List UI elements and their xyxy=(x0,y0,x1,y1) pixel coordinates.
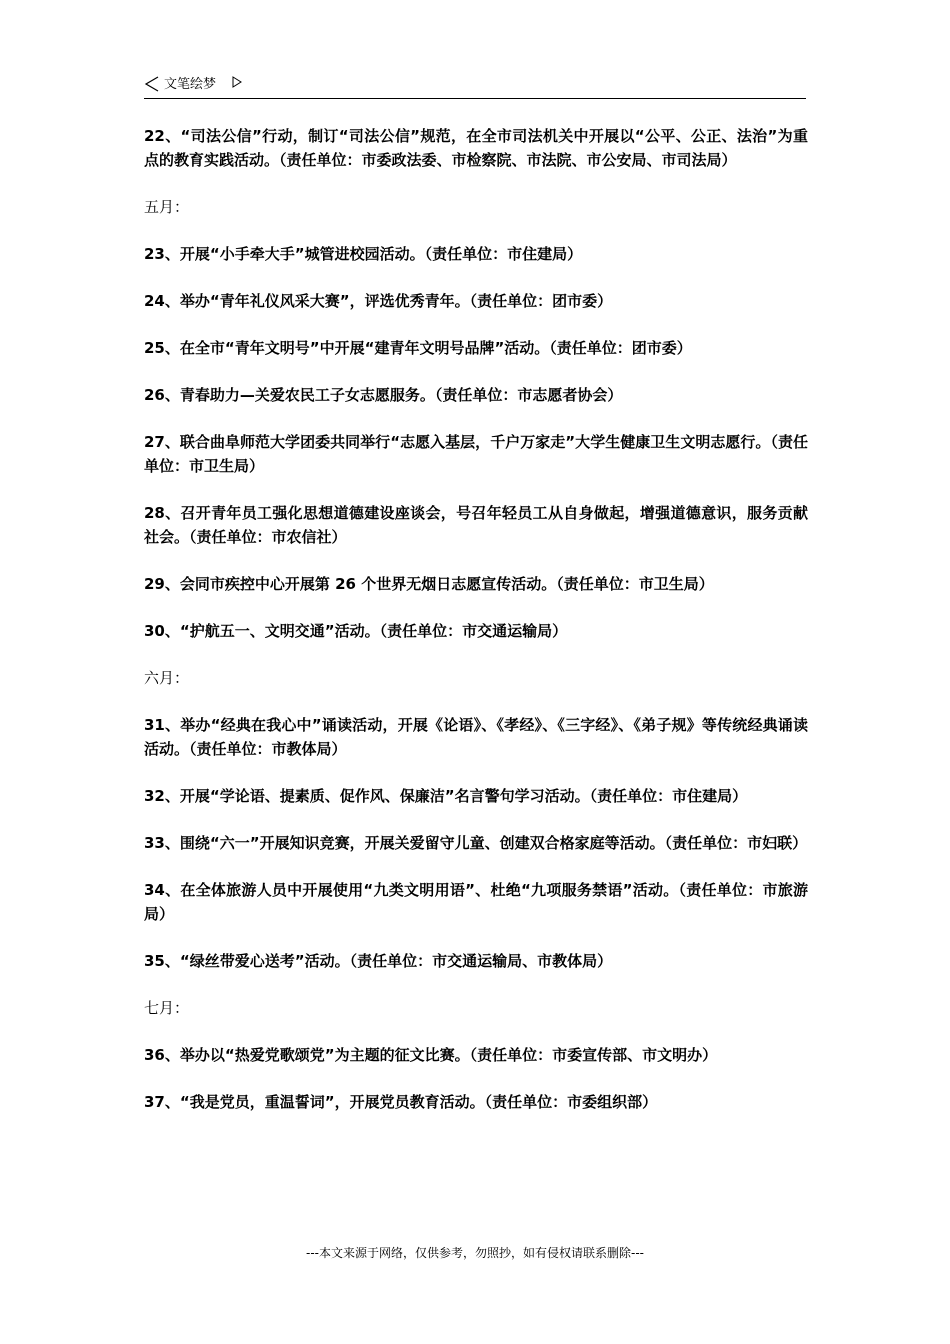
list-item: 25、在全市“青年文明号”中开展“建青年文明号品牌”活动。（责任单位：团市委） xyxy=(144,339,692,357)
list-item: 29、会同市疾控中心开展第 26 个世界无烟日志愿宣传活动。（责任单位：市卫生局） xyxy=(144,575,714,593)
month-heading: 五月： xyxy=(144,198,190,216)
list-item: 33、围绕“六一”开展知识竞赛，开展关爱留守儿童、创建双合格家庭等活动。（责任单位：市妇联） xyxy=(144,834,808,852)
triangle-left-outline-icon xyxy=(144,76,160,92)
document-body xyxy=(144,124,808,1137)
triangle-right-outline-icon xyxy=(232,76,242,88)
month-heading: 七月： xyxy=(144,999,190,1017)
list-item: 23、开展“小手牵大手”城管进校园活动。（责任单位：市住建局） xyxy=(144,245,583,263)
footer-disclaimer: ---本文来源于网络，仅供参考，勿照抄，如有侵权请联系删除--- xyxy=(306,1246,644,1260)
list-item: 27、联合曲阜师范大学团委共同举行“志愿入基层，千户万家走”大学生健康卫生文明志愿行。（责任单位：市卫生局） xyxy=(144,433,808,475)
list-item: 36、举办以“热爱党歌颂党”为主题的征文比赛。（责任单位：市委宣传部、市文明办） xyxy=(144,1046,718,1064)
list-item: 28、召开青年员工强化思想道德建设座谈会，号召年轻员工从自身做起，增强道德意识，服务贡献社会。（责任单位：市农信社） xyxy=(144,504,808,546)
list-item: 34、在全体旅游人员中开展使用“九类文明用语”、杜绝“九项服务禁语”活动。（责任单位：市旅游局） xyxy=(144,881,808,923)
header-title: 文笔绘梦 xyxy=(164,77,217,92)
list-item: 32、开展“学论语、提素质、促作风、保廉洁”名言警句学习活动。（责任单位：市住建局） xyxy=(144,787,748,805)
month-heading: 六月： xyxy=(144,669,190,687)
list-item: 26、青春助力—关爱农民工子女志愿服务。（责任单位：市志愿者协会） xyxy=(144,386,623,404)
list-item: 30、“护航五一、文明交通”活动。（责任单位：市交通运输局） xyxy=(144,622,568,640)
list-item: 22、“司法公信”行动，制订“司法公信”规范，在全市司法机关中开展以“公平、公正、法治”为重点的教育实践活动。（责任单位：市委政法委、市检察院、市法院、市公安局、市司法局） xyxy=(144,127,808,169)
list-item: 37、“我是党员，重温誓词”，开展党员教育活动。（责任单位：市委组织部） xyxy=(144,1093,658,1111)
list-item: 35、“绿丝带爱心送考”活动。（责任单位：市交通运输局、市教体局） xyxy=(144,952,613,970)
list-item: 24、举办“青年礼仪风采大赛”，评选优秀青年。（责任单位：团市委） xyxy=(144,292,613,310)
page-header xyxy=(144,74,806,99)
list-item: 31、举办“经典在我心中”诵读活动，开展《论语》、《孝经》、《三字经》、《弟子规》等传统经典诵读活动。（责任单位：市教体局） xyxy=(144,716,808,758)
